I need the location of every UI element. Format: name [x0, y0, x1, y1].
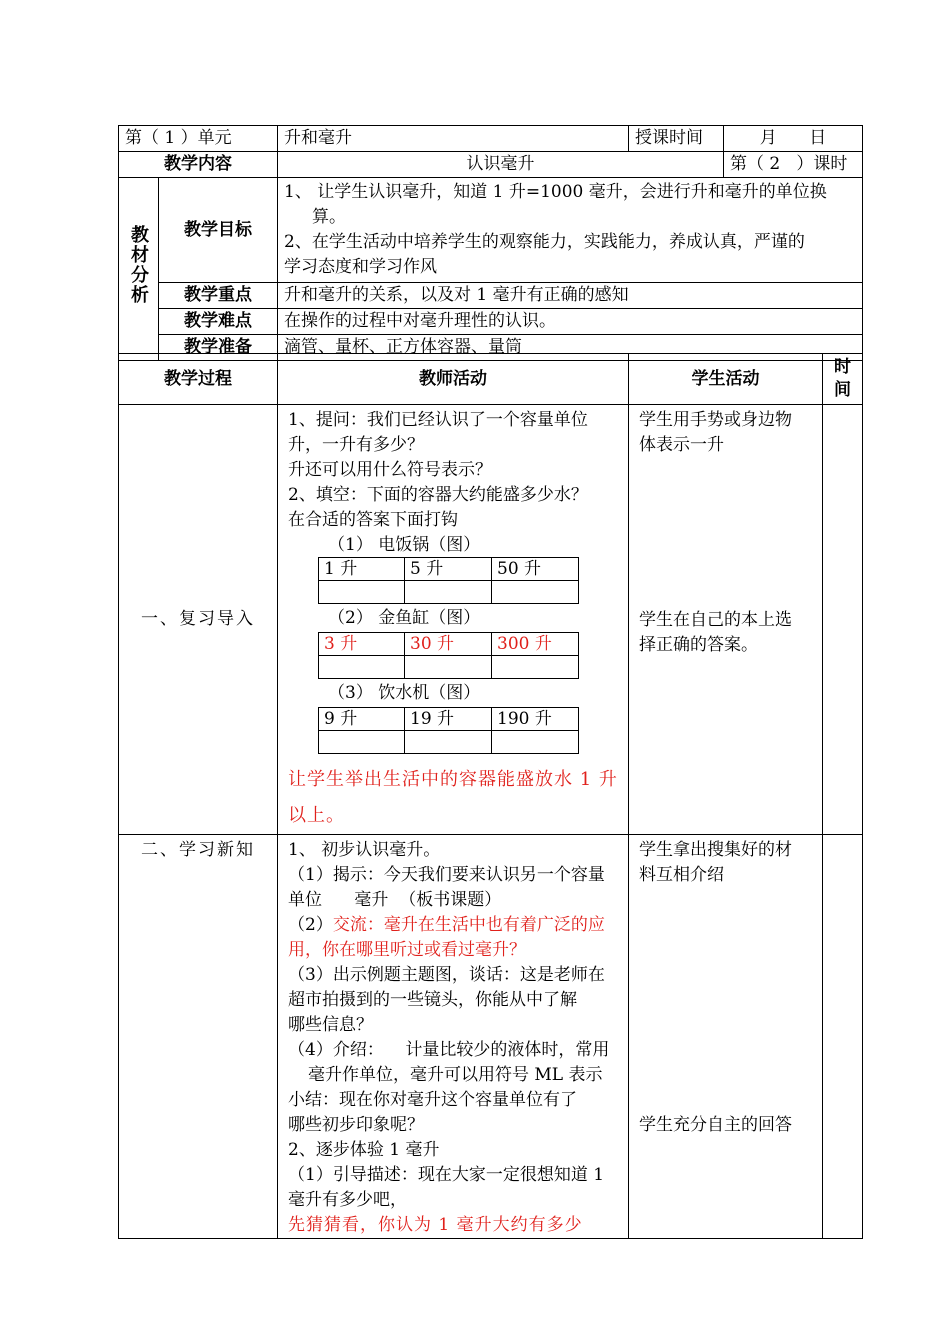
- check-cell[interactable]: [405, 731, 492, 754]
- check-cell[interactable]: [492, 656, 579, 679]
- time-header: 时间: [823, 354, 863, 405]
- check-cell[interactable]: [492, 731, 579, 754]
- content-value: 认识毫升: [278, 152, 724, 178]
- process-header: 教学过程: [119, 354, 278, 405]
- student-header: 学生活动: [629, 354, 823, 405]
- goal-label: 教学目标: [159, 178, 278, 283]
- guess-prompt: 先猜猜看，你认为 1 毫升大约有多少: [288, 1215, 583, 1235]
- lesson-label: 第（ 2 ）课时: [724, 152, 863, 178]
- unit-topic: 升和毫升: [278, 126, 629, 152]
- section1-time[interactable]: [823, 405, 863, 835]
- item3-label: （3） 饮水机（图）: [328, 683, 481, 703]
- time-label: 授课时间: [629, 126, 724, 152]
- check-cell[interactable]: [319, 581, 405, 604]
- exchange-prompt: 交流：毫升在生活中也有着广泛的应: [332, 915, 605, 935]
- difficulty-label: 教学难点: [159, 309, 278, 335]
- option-cell: 50 升: [492, 558, 579, 581]
- goal-text: 1、 让学生认识毫升，知道 1 升=1000 毫升，会进行升和毫升的单位换 算。 2、在学生活动中培养学生的观察能力，实践能力，养成认真，严谨的 学习态度和学习作风: [278, 178, 863, 283]
- check-cell[interactable]: [492, 581, 579, 604]
- section2-time[interactable]: [823, 835, 863, 1239]
- header-table: [118, 125, 863, 361]
- analysis-side-label: 教材分析: [119, 178, 159, 361]
- preparation-label: 教学准备: [159, 335, 278, 361]
- process-table: [118, 353, 863, 1239]
- key-point-text: 升和毫升的关系，以及对 1 毫升有正确的感知: [278, 283, 863, 309]
- difficulty-text: 在操作的过程中对毫升理性的认识。: [278, 309, 863, 335]
- section2-teacher: 1、 初步认识毫升。 （1）揭示：今天我们要来认识另一个容量 单位 毫升 （板书课题） （2）交流：毫升在生活中也有着广泛的应 用，你在哪里听过或看过毫升？ （3）出示例题主题图，谈话：这是老师在 超市拍摄到的一些镜头，你能从中了解 哪些信息？ （4）介绍： 计量比较少的液体时，常用 毫升作单位，毫升可以用符号 ML 表示 小结：现在你对毫升这个容量单位有了 哪些初步印象呢？ 2、逐步体验 1 毫升 （1）引导描述：现在大家一定很想知道 1 毫升有多少吧， 先猜猜看，你认为 1 毫升大约有多少: [278, 835, 629, 1239]
- teacher-header: 教师活动: [278, 354, 629, 405]
- section2-student: 学生拿出搜集好的材 料互相介绍 学生充分自主的回答: [629, 835, 823, 1239]
- option-cell: 190 升: [492, 708, 579, 731]
- item2-label: （2） 金鱼缸（图）: [328, 608, 481, 628]
- section1-red-note: 让学生举出生活中的容器能盛放水 1 升以上。: [288, 769, 618, 826]
- check-cell[interactable]: [405, 656, 492, 679]
- check-cell[interactable]: [405, 581, 492, 604]
- content-label: 教学内容: [119, 152, 278, 178]
- option-cell: 30 升: [405, 633, 492, 656]
- item1-options: [318, 557, 579, 604]
- option-cell: 300 升: [492, 633, 579, 656]
- option-cell: 1 升: [319, 558, 405, 581]
- item1-label: （1） 电饭锅（图）: [328, 535, 481, 555]
- key-point-label: 教学重点: [159, 283, 278, 309]
- unit-label: 第（ 1 ）单元: [119, 126, 278, 152]
- item2-options: [318, 632, 579, 679]
- preparation-text: 滴管、量杯、正方体容器、量筒: [278, 335, 863, 361]
- check-cell[interactable]: [319, 731, 405, 754]
- section1-title: 一、复习导入: [119, 405, 278, 835]
- time-value: 月 日: [724, 126, 863, 152]
- item3-options: [318, 707, 579, 754]
- check-cell[interactable]: [319, 656, 405, 679]
- section2-title: 二、学习新知: [119, 835, 278, 1239]
- option-cell: 3 升: [319, 633, 405, 656]
- section1-student: 学生用手势或身边物 体表示一升 学生在自己的本上选 择正确的答案。: [629, 405, 823, 835]
- section1-teacher: 1、提问：我们已经认识了一个容量单位 升，一升有多少？ 升还可以用什么符号表示？ 2、填空：下面的容器大约能盛多少水？ 在合适的答案下面打钩 （1） 电饭锅（图） 1 升 5 升 50 升 （2） 金鱼缸（图） 3 升 30 升 300 升 （3） 饮水机（图） 9 升 19 升 190 升 让学生举出生活中的容器能盛放水 1 升以上。: [278, 405, 629, 835]
- option-cell: 9 升: [319, 708, 405, 731]
- option-cell: 19 升: [405, 708, 492, 731]
- option-cell: 5 升: [405, 558, 492, 581]
